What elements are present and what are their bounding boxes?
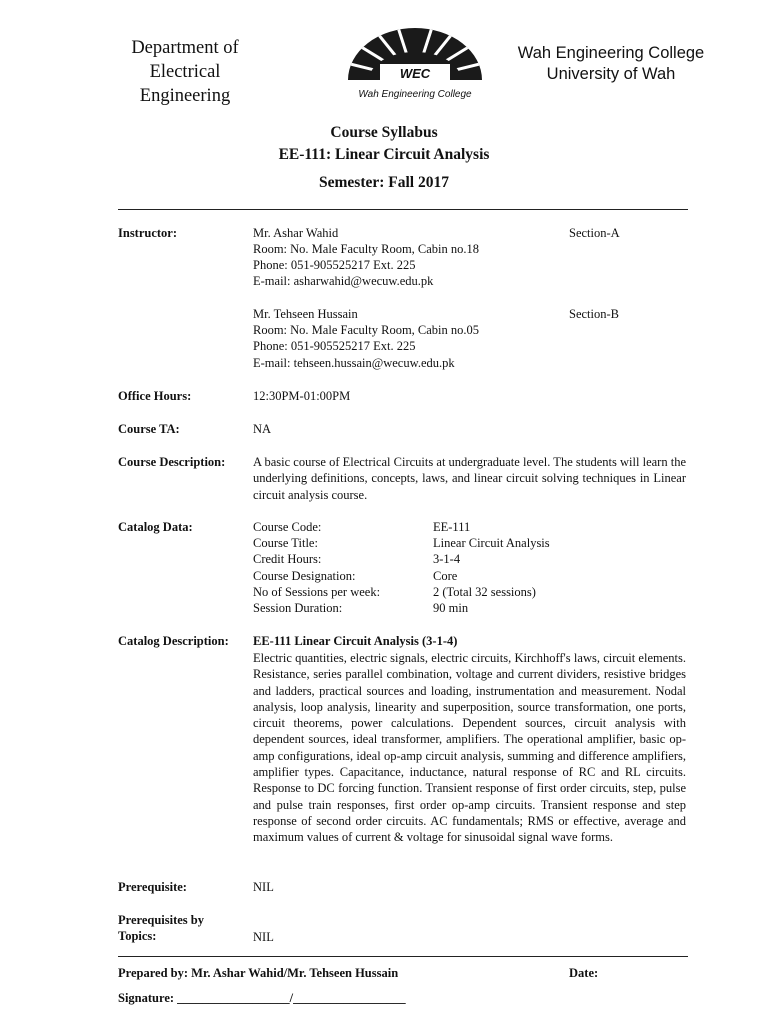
instructor-b-email: E-mail: tehseen.hussain@wecuw.edu.pk bbox=[253, 356, 455, 370]
prerequisite-value: NIL bbox=[253, 880, 274, 894]
instructor-a-phone: Phone: 051-905525217 Ext. 225 bbox=[253, 258, 416, 272]
instructor-a-section: Section-A bbox=[569, 226, 620, 240]
college-line-1: Wah Engineering College bbox=[517, 44, 705, 62]
bottom-divider bbox=[118, 956, 688, 957]
instructor-a-name: Mr. Ashar Wahid bbox=[253, 226, 339, 240]
semester-title: Semester: Fall 2017 bbox=[319, 174, 449, 191]
logo-badge-text: WEC bbox=[399, 66, 431, 81]
top-divider bbox=[118, 209, 688, 210]
signature-line: Signature: __________________/__________________ bbox=[118, 991, 406, 1005]
catalog-data-label: Catalog Data: bbox=[118, 520, 193, 534]
date-label: Date: bbox=[569, 966, 599, 980]
catalog-description-label: Catalog Description: bbox=[118, 634, 229, 648]
department-line-2: Engineering bbox=[139, 86, 231, 106]
instructor-b-section: Section-B bbox=[569, 307, 619, 321]
catalog-key: Course Designation: bbox=[253, 569, 356, 583]
catalog-value: 3-1-4 bbox=[433, 552, 461, 566]
catalog-description-heading: EE-111 Linear Circuit Analysis (3-1-4) bbox=[253, 634, 458, 648]
title-line-1: Course Syllabus bbox=[330, 124, 438, 141]
college-line-2: University of Wah bbox=[546, 65, 676, 83]
prerequisite-label: Prerequisite: bbox=[118, 880, 187, 894]
department-line-1: Department of Electrical bbox=[131, 38, 239, 82]
instructor-b-name: Mr. Tehseen Hussain bbox=[253, 307, 358, 321]
course-description-label: Course Description: bbox=[118, 455, 226, 469]
prerequisites-topics-label-line-2: Topics: bbox=[118, 929, 157, 944]
office-hours-label: Office Hours: bbox=[118, 389, 192, 403]
catalog-value: Linear Circuit Analysis bbox=[433, 536, 550, 550]
catalog-key: Session Duration: bbox=[253, 601, 343, 615]
catalog-description-text: Electric quantities, electric signals, electric circuits, Kirchhoff's laws, circuit elements. Resistance, series parallel combination, voltage and current dividers, resistive bridges and ladders, practical sources and loading, instrumentation and measurement. Nodal analysis, loop analysis, linearity and superposition, source transformation, one ports, circuit theorems, power calculations. Dependent sources, circuit analysis with dependent sources, ideal transformer, amplifiers. The operational amplifier, basic op-amp configurations, ideal op-amp circuit analysis, summing and difference amplifiers, amplifier types. Capacitance, inductance, natural response of RC and RL circuits. Response to DC forcing function. Transient response of first order circuits, step, pulse and pulse train responses, first order op-amp circuits. Transient response and step response of second order circuits. AC fundamentals; RMS or effective, average and maximum values of current & voltage for sinusoidal signal wave forms. bbox=[253, 651, 686, 845]
title-line-2: EE-111: Linear Circuit Analysis bbox=[278, 146, 490, 163]
instructor-label: Instructor: bbox=[118, 226, 178, 240]
catalog-value: 2 (Total 32 sessions) bbox=[433, 585, 536, 599]
logo-caption-text: Wah Engineering College bbox=[358, 89, 472, 100]
catalog-key: Course Code: bbox=[253, 520, 322, 534]
department-name bbox=[100, 36, 270, 108]
instructor-b-phone: Phone: 051-905525217 Ext. 225 bbox=[253, 339, 416, 353]
catalog-value: EE-111 bbox=[433, 520, 471, 534]
catalog-value: 90 min bbox=[433, 601, 469, 615]
prerequisites-topics-label bbox=[118, 912, 204, 945]
instructor-a-room: Room: No. Male Faculty Room, Cabin no.18 bbox=[253, 242, 480, 256]
catalog-value: Core bbox=[433, 569, 458, 583]
prepared-by: Prepared by: Mr. Ashar Wahid/Mr. Tehseen Hussain bbox=[118, 966, 399, 980]
college-logo bbox=[340, 22, 490, 104]
catalog-key: No of Sessions per week: bbox=[253, 585, 381, 599]
office-hours-value: 12:30PM-01:00PM bbox=[253, 389, 351, 403]
course-description-text: A basic course of Electrical Circuits at undergraduate level. The students will learn the underlying definitions, concepts, laws, and linear circuit solving techniques in Linear circuit analysis course. bbox=[253, 455, 686, 502]
catalog-key: Course Title: bbox=[253, 536, 318, 550]
college-name bbox=[498, 43, 724, 85]
catalog-key: Credit Hours: bbox=[253, 552, 322, 566]
prerequisites-topics-label-line-1: Prerequisites by bbox=[118, 913, 204, 927]
course-ta-label: Course TA: bbox=[118, 422, 180, 436]
instructor-a-email: E-mail: asharwahid@wecuw.edu.pk bbox=[253, 274, 434, 288]
course-ta-value: NA bbox=[253, 422, 272, 436]
instructor-b-room: Room: No. Male Faculty Room, Cabin no.05 bbox=[253, 323, 480, 337]
prerequisites-topics-value: NIL bbox=[253, 930, 274, 944]
